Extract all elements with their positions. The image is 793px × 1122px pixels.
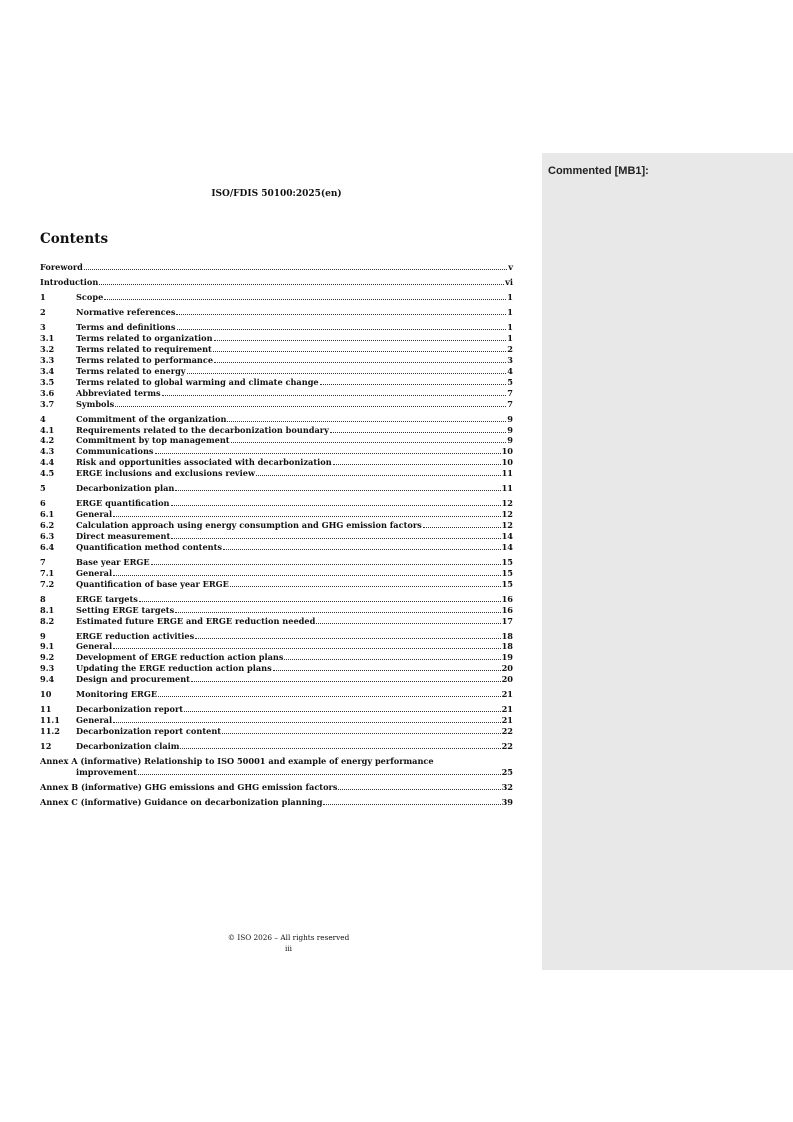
toc-number: 4.1 bbox=[40, 424, 55, 435]
dot-leader bbox=[115, 399, 506, 407]
toc-entry[interactable] bbox=[40, 446, 513, 457]
toc-page: 16 bbox=[501, 593, 513, 604]
toc-title: Base year ERGE bbox=[76, 556, 150, 567]
toc-number: 3 bbox=[40, 322, 46, 333]
toc-title: Commitment of the organization bbox=[76, 413, 227, 424]
toc-title: Design and procurement bbox=[76, 674, 190, 685]
dot-leader bbox=[323, 797, 500, 805]
toc-page: 3 bbox=[507, 354, 513, 365]
toc-number: 4.3 bbox=[40, 446, 55, 457]
toc-page: 15 bbox=[501, 556, 513, 567]
dot-leader bbox=[231, 435, 507, 443]
toc-number: 8.2 bbox=[40, 615, 55, 626]
toc-entry[interactable] bbox=[40, 399, 513, 410]
toc-title: ERGE inclusions and exclusions review bbox=[76, 468, 256, 479]
dot-leader bbox=[138, 767, 501, 775]
toc-entry[interactable] bbox=[40, 414, 513, 425]
toc-entry[interactable] bbox=[40, 377, 513, 388]
toc-title: Decarbonization report content bbox=[76, 726, 222, 737]
toc-page: 1 bbox=[507, 322, 513, 333]
toc-number: 3.5 bbox=[40, 376, 55, 387]
toc-number: 12 bbox=[40, 741, 52, 752]
toc-number: 3.7 bbox=[40, 398, 55, 409]
toc-page: 11 bbox=[501, 468, 513, 479]
toc-number: 3.3 bbox=[40, 354, 55, 365]
toc-page: 1 bbox=[507, 333, 513, 344]
toc-page: vi bbox=[505, 277, 513, 288]
toc-title: Commitment by top management bbox=[76, 435, 230, 446]
toc-entry[interactable] bbox=[40, 277, 513, 288]
toc-entry[interactable] bbox=[40, 468, 513, 479]
toc-number: 4.4 bbox=[40, 457, 55, 468]
page-footer bbox=[40, 932, 537, 954]
dot-leader bbox=[338, 782, 500, 790]
toc-number: 1 bbox=[40, 292, 46, 303]
dot-leader bbox=[113, 509, 501, 517]
toc-entry[interactable] bbox=[40, 366, 513, 377]
toc-title-continuation: improvement bbox=[76, 767, 137, 778]
toc-entry[interactable] bbox=[40, 594, 513, 605]
toc-entry[interactable] bbox=[40, 388, 513, 399]
toc-page: 32 bbox=[501, 782, 513, 793]
toc-title: Calculation approach using energy consumption and GHG emission factors bbox=[76, 520, 422, 531]
toc-page: v bbox=[508, 262, 513, 272]
toc-number: 8 bbox=[40, 593, 46, 604]
toc-number: 7.1 bbox=[40, 567, 55, 578]
toc-number: 6 bbox=[40, 498, 46, 509]
toc-number: 3.6 bbox=[40, 387, 55, 398]
dot-leader bbox=[113, 568, 501, 576]
toc-title: Setting ERGE targets bbox=[76, 604, 175, 615]
dot-leader bbox=[223, 542, 501, 550]
toc-title: General bbox=[76, 567, 113, 578]
toc-number: 4 bbox=[40, 413, 46, 424]
toc-entry[interactable] bbox=[40, 355, 513, 366]
dot-leader bbox=[195, 631, 500, 639]
toc-title: Terms related to energy bbox=[76, 365, 186, 376]
toc-entry[interactable] bbox=[40, 641, 513, 652]
dot-leader bbox=[184, 704, 501, 712]
toc-number: 6.1 bbox=[40, 509, 55, 520]
toc-entry[interactable] bbox=[40, 292, 513, 303]
toc-number: 11.1 bbox=[40, 715, 60, 726]
dot-leader bbox=[187, 366, 507, 374]
dot-leader bbox=[176, 307, 506, 315]
toc-number: 4.2 bbox=[40, 435, 55, 446]
toc-title: Quantification method contents bbox=[76, 541, 223, 552]
toc-entry[interactable] bbox=[40, 542, 513, 553]
toc-page: 9 bbox=[507, 424, 513, 435]
comment-pane bbox=[542, 153, 793, 970]
toc-number: 11.2 bbox=[40, 726, 60, 737]
toc-number: 9 bbox=[40, 630, 46, 641]
toc-entry[interactable] bbox=[40, 557, 513, 568]
dot-leader bbox=[214, 333, 507, 341]
dot-leader bbox=[316, 616, 500, 624]
dot-leader bbox=[191, 674, 501, 682]
toc-title: Normative references bbox=[76, 307, 176, 318]
toc-title: Development of ERGE reduction action plans bbox=[76, 652, 284, 663]
toc-page: 22 bbox=[501, 726, 513, 737]
toc-entry[interactable] bbox=[40, 457, 513, 468]
toc-entry[interactable] bbox=[40, 520, 513, 531]
toc-page: 39 bbox=[501, 797, 513, 808]
toc-page: 20 bbox=[501, 663, 513, 674]
toc-page: 22 bbox=[501, 741, 513, 752]
comment-label[interactable]: Commented [MB1]: bbox=[548, 165, 649, 177]
toc-number: 7 bbox=[40, 556, 46, 567]
dot-leader bbox=[214, 355, 506, 363]
toc-title: Monitoring ERGE bbox=[76, 689, 158, 700]
toc-page: 15 bbox=[501, 567, 513, 578]
dot-leader bbox=[113, 641, 501, 649]
toc-page: 19 bbox=[501, 652, 513, 663]
toc-entry[interactable] bbox=[40, 262, 513, 273]
toc-title: Requirements related to the decarbonization boundary bbox=[76, 424, 329, 435]
toc-title: ERGE reduction activities bbox=[76, 630, 195, 641]
dot-leader bbox=[175, 483, 500, 491]
toc-number: 6.3 bbox=[40, 530, 55, 541]
dot-leader bbox=[320, 377, 507, 385]
toc-title: Introduction bbox=[40, 277, 99, 288]
copyright-notice: © ISO 2026 – All rights reserved bbox=[227, 933, 350, 942]
dot-leader bbox=[113, 715, 501, 723]
toc-title: Terms and definitions bbox=[76, 322, 176, 333]
toc-page: 1 bbox=[507, 292, 513, 303]
toc-number: 2 bbox=[40, 307, 46, 318]
table-of-contents bbox=[40, 262, 513, 808]
dot-leader bbox=[104, 292, 506, 300]
dot-leader bbox=[213, 344, 506, 352]
page-number: iii bbox=[284, 944, 292, 953]
toc-title: Decarbonization report bbox=[76, 704, 184, 715]
toc-page: 9 bbox=[507, 435, 513, 446]
toc-number: 8.1 bbox=[40, 604, 55, 615]
toc-page: 7 bbox=[507, 387, 513, 398]
toc-page: 14 bbox=[501, 530, 513, 541]
toc-number: 4.5 bbox=[40, 468, 55, 479]
toc-number: 9.4 bbox=[40, 674, 55, 685]
toc-page: 10 bbox=[501, 446, 513, 457]
toc-page: 21 bbox=[501, 715, 513, 726]
toc-page: 21 bbox=[501, 689, 513, 700]
toc-number: 3.4 bbox=[40, 365, 55, 376]
toc-title: Terms related to performance bbox=[76, 354, 214, 365]
toc-title: Decarbonization plan bbox=[76, 483, 175, 494]
toc-title: Risk and opportunities associated with decarbonization bbox=[76, 457, 332, 468]
toc-entry[interactable] bbox=[40, 425, 513, 436]
toc-page: 2 bbox=[507, 344, 513, 355]
toc-number: 6.4 bbox=[40, 541, 55, 552]
toc-entry[interactable] bbox=[40, 322, 513, 333]
toc-title: General bbox=[76, 715, 113, 726]
dot-leader bbox=[227, 414, 506, 422]
dot-leader bbox=[333, 457, 501, 465]
toc-entry[interactable] bbox=[40, 579, 513, 590]
toc-title: Annex C (informative) Guidance on decarbonization planning bbox=[40, 797, 323, 808]
toc-page: 10 bbox=[501, 457, 513, 468]
dot-leader bbox=[139, 594, 501, 602]
toc-title: Annex B (informative) GHG emissions and GHG emission factors bbox=[40, 782, 338, 793]
toc-entry[interactable] bbox=[40, 498, 513, 509]
toc-page: 15 bbox=[501, 578, 513, 589]
toc-page: 5 bbox=[507, 376, 513, 387]
toc-page: 9 bbox=[507, 413, 513, 424]
toc-entry[interactable] bbox=[40, 674, 513, 685]
toc-title: General bbox=[76, 641, 113, 652]
toc-page: 4 bbox=[507, 365, 513, 376]
toc-title: Decarbonization claim bbox=[76, 741, 180, 752]
dot-leader bbox=[99, 277, 504, 285]
toc-number: 10 bbox=[40, 689, 52, 700]
toc-title: Annex A (informative) Relationship to ISO 50001 and example of energy performance bbox=[40, 756, 434, 767]
dot-leader bbox=[180, 741, 500, 749]
dot-leader bbox=[175, 605, 500, 613]
toc-entry[interactable] bbox=[40, 483, 513, 494]
toc-entry[interactable] bbox=[40, 689, 513, 700]
dot-leader bbox=[423, 520, 501, 528]
toc-entry[interactable] bbox=[40, 726, 513, 737]
toc-entry[interactable] bbox=[40, 704, 513, 715]
dot-leader bbox=[84, 262, 507, 270]
toc-number: 9.2 bbox=[40, 652, 55, 663]
toc-title: Symbols bbox=[76, 398, 115, 409]
toc-number: 9.3 bbox=[40, 663, 55, 674]
toc-entry[interactable] bbox=[40, 435, 513, 446]
toc-entry[interactable] bbox=[40, 741, 513, 752]
toc-entry[interactable] bbox=[40, 509, 513, 520]
toc-title: Scope bbox=[76, 292, 104, 303]
dot-leader bbox=[284, 652, 500, 660]
dot-leader bbox=[222, 726, 501, 734]
toc-page: 20 bbox=[501, 674, 513, 685]
toc-page: 14 bbox=[501, 541, 513, 552]
toc-title: Terms related to requirement bbox=[76, 344, 212, 355]
toc-number: 5 bbox=[40, 483, 46, 494]
dot-leader bbox=[230, 579, 501, 587]
toc-title: Direct measurement bbox=[76, 530, 171, 541]
toc-title: Updating the ERGE reduction action plans bbox=[76, 663, 272, 674]
toc-entry[interactable] bbox=[40, 605, 513, 616]
toc-entry[interactable] bbox=[40, 652, 513, 663]
toc-page: 18 bbox=[501, 630, 513, 641]
toc-title: General bbox=[76, 509, 113, 520]
dot-leader bbox=[158, 689, 501, 697]
toc-page: 17 bbox=[501, 615, 513, 626]
dot-leader bbox=[177, 322, 507, 330]
toc-title: ERGE targets bbox=[76, 593, 138, 604]
dot-leader bbox=[330, 425, 506, 433]
dot-leader bbox=[162, 388, 507, 396]
toc-entry[interactable] bbox=[40, 307, 513, 318]
toc-entry[interactable] bbox=[40, 333, 513, 344]
document-header: ISO/FDIS 50100:2025(en) bbox=[211, 189, 342, 199]
toc-entry[interactable] bbox=[40, 531, 513, 542]
toc-annex-c[interactable] bbox=[40, 797, 513, 808]
toc-page: 7 bbox=[507, 398, 513, 409]
toc-number: 6.2 bbox=[40, 520, 55, 531]
toc-title: Estimated future ERGE and ERGE reduction needed bbox=[76, 615, 316, 626]
toc-number: 3.2 bbox=[40, 344, 55, 355]
dot-leader bbox=[256, 468, 501, 476]
toc-entry[interactable] bbox=[40, 344, 513, 355]
toc-page: 12 bbox=[501, 520, 513, 531]
toc-page: 18 bbox=[501, 641, 513, 652]
dot-leader bbox=[171, 531, 500, 539]
toc-title: Terms related to global warming and climate change bbox=[76, 376, 319, 387]
toc-number: 9.1 bbox=[40, 641, 55, 652]
dot-leader bbox=[155, 446, 501, 454]
toc-page: 12 bbox=[501, 509, 513, 520]
toc-annex-a[interactable] bbox=[40, 756, 513, 778]
toc-title: Quantification of base year ERGE bbox=[76, 578, 229, 589]
toc-page: 21 bbox=[501, 704, 513, 715]
toc-entry[interactable] bbox=[40, 568, 513, 579]
toc-page: 1 bbox=[507, 307, 513, 318]
toc-title: Abbreviated terms bbox=[76, 387, 161, 398]
toc-entry[interactable] bbox=[40, 663, 513, 674]
toc-title: Foreword bbox=[40, 262, 83, 272]
dot-leader bbox=[171, 498, 501, 506]
toc-entry[interactable] bbox=[40, 616, 513, 627]
toc-title: ERGE quantification bbox=[76, 498, 170, 509]
contents-heading: Contents bbox=[40, 231, 109, 247]
toc-page: 12 bbox=[501, 498, 513, 509]
toc-annex-b[interactable] bbox=[40, 782, 513, 793]
toc-title: Communications bbox=[76, 446, 154, 457]
toc-title: Terms related to organization bbox=[76, 333, 213, 344]
toc-page: 11 bbox=[501, 483, 513, 494]
dot-leader bbox=[273, 663, 501, 671]
toc-entry[interactable] bbox=[40, 715, 513, 726]
toc-number: 3.1 bbox=[40, 333, 55, 344]
toc-number: 7.2 bbox=[40, 578, 55, 589]
toc-number: 11 bbox=[40, 704, 52, 715]
dot-leader bbox=[151, 557, 501, 565]
toc-entry[interactable] bbox=[40, 631, 513, 642]
toc-page: 16 bbox=[501, 604, 513, 615]
toc-page: 25 bbox=[501, 767, 513, 778]
